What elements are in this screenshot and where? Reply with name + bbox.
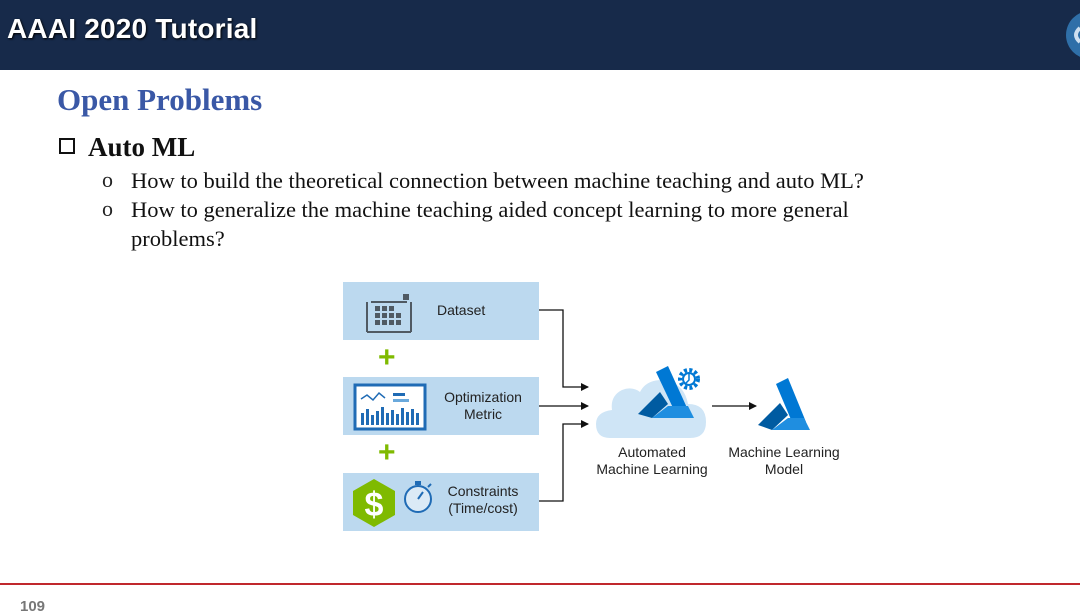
header-title: AAAI 2020 Tutorial [7, 13, 258, 44]
connector-constraints [539, 424, 588, 501]
page-number: 109 [20, 598, 46, 615]
constraints-label-line1: Constraints [447, 483, 519, 499]
model-label-line2: Model [764, 461, 804, 477]
bullet-line: How to generalize the machine teaching aided concept learning to more general [131, 197, 849, 222]
bullet-line: How to build the theoretical connection between machine teaching and auto ML? [131, 168, 864, 193]
constraints-label-line2: (Time/cost) [448, 500, 518, 516]
metric-label-line1: Optimization [444, 389, 522, 405]
metric-label-line2: Metric [463, 406, 503, 422]
plus-icon: + [378, 341, 396, 374]
dataset-label: Dataset [437, 302, 486, 318]
model-label [722, 444, 846, 478]
svg-text:$: $ [364, 486, 384, 524]
automl-label-line1: Automated [618, 444, 686, 460]
slide-title: Open Problems [57, 82, 263, 117]
gear-icon [680, 370, 698, 388]
bullet-line: problems? [131, 226, 225, 251]
model-label-line1: Machine Learning [728, 444, 840, 460]
bullet-marker: o [102, 167, 113, 192]
automl-label [590, 444, 714, 478]
bullet-marker: o [102, 196, 113, 221]
ml-model-icon [758, 378, 810, 430]
plus-icon: + [378, 436, 396, 469]
automl-label-line2: Machine Learning [596, 461, 708, 477]
connector-dataset [539, 310, 588, 387]
subheading: Auto ML [88, 132, 196, 162]
footer-divider [0, 583, 1080, 585]
